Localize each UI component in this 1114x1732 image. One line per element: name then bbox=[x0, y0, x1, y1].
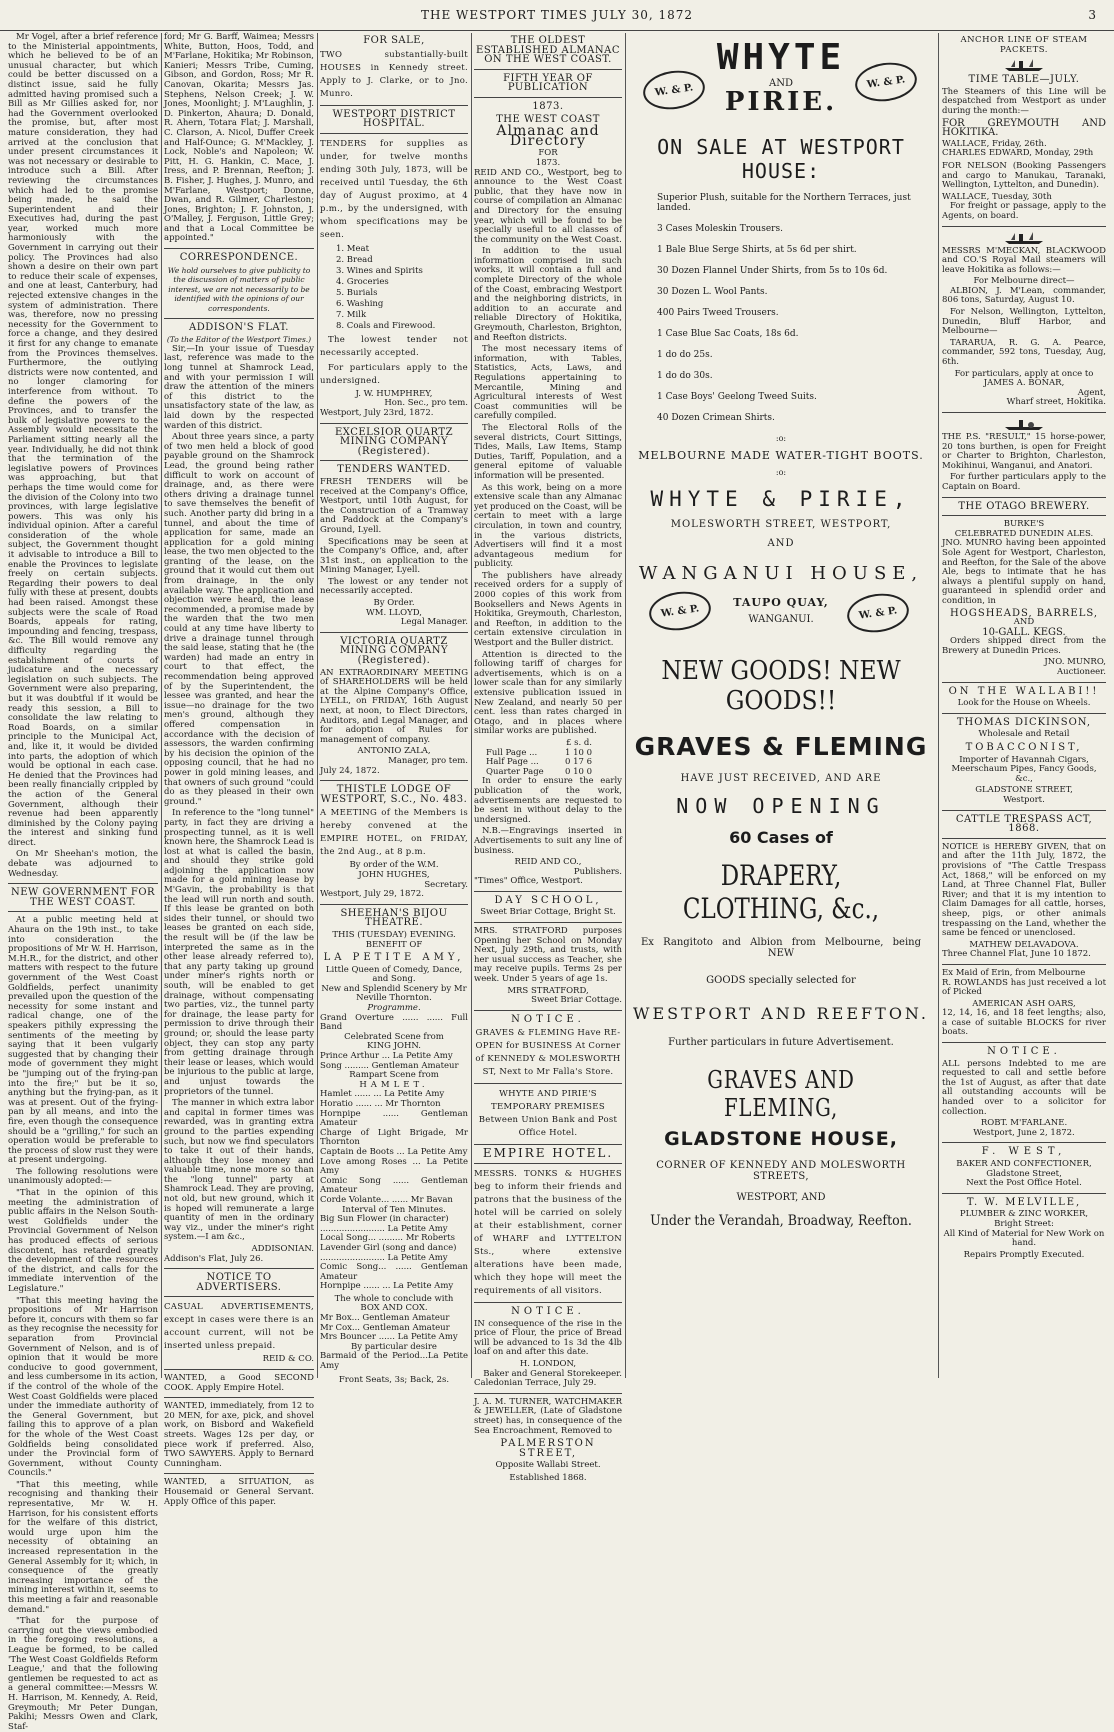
ad-heading: NOTICE TO ADVERTISERS. bbox=[196, 1272, 282, 1293]
programme-line: ........................ La Petite Amy bbox=[320, 1252, 448, 1263]
goods-item: Superior Plush, suitable for the Northern Terraces, just landed. bbox=[657, 193, 911, 213]
ad-by: By Order. bbox=[373, 598, 415, 609]
tariff-label: Half Page ... bbox=[486, 757, 539, 768]
ad-graves-fleming-2: GRAVES AND FLEMING, bbox=[707, 1066, 855, 1122]
ad-sub: Next the Post Office Hotel. bbox=[966, 1178, 1082, 1189]
ad-body: MRS. STRATFORD purposes Opening her School on Monday Next, July 29th, and trusts, with her usual success as Teacher, she may receive pupils. Terms 2s per week. Under 5 years of age 1s. bbox=[474, 926, 622, 985]
ad-heading: THE WEST COAST bbox=[496, 113, 600, 125]
article-paragraph: The manner in which extra labor and capital in former times was rewarded, was in granting extra ground to the parties expending such, but now we find speculators to take it out of their hands, although they lose money and valuable time, none more so than the "long tunnel" party at Shamrock Lead. They are proving, not old, but new ground, which it is hoped will remunerate a large quantity of men in the ordinary way viz., under the miner's right system.—I am &c., bbox=[164, 1098, 314, 1243]
ad-body: AN EXTRAORDINARY MEETING of SHAREHOLDERS will be held at the Alpine Company's Office, LYELL, on FRIDAY, 16th August next, at noon, to Elect Directors, Auditors, and Legal Manager, and for adoption of Rules for management of company. bbox=[320, 667, 468, 745]
programme-line: Interval of Ten Minutes. bbox=[342, 1204, 446, 1215]
ad-wanganui: WANGANUI. bbox=[748, 614, 814, 625]
ad-signature: J. W. HUMPHREY, bbox=[355, 388, 433, 399]
ad-body: THE P.S. "RESULT," 15 horse-power, 20 tons burthen, is open for Freight or Charter to Brighton, Charleston, Mokihinui, Wanganui, and Anatori. bbox=[942, 432, 1106, 471]
ad-boots: MELBOURNE MADE WATER-TIGHT BOOTS. bbox=[638, 449, 924, 462]
ad-ex-ships: Ex Rangitoto and Albion from Melbourne, being NEW bbox=[640, 937, 921, 959]
column-6 bbox=[942, 33, 1106, 1378]
ad-role: Publishers. bbox=[573, 866, 622, 877]
dateline: Three Channel Flat, June 10 1872. bbox=[942, 949, 1091, 960]
steamship-icon bbox=[1001, 58, 1047, 72]
ad-taupo-quay: TAUPO QUAY, bbox=[733, 596, 829, 609]
ad-sailing: ALBION, J. M'Lean, commander, 806 tons, Saturday, August 10. bbox=[942, 285, 1106, 306]
tariff-price: 1 10 0 bbox=[564, 747, 592, 758]
ad-title-pirie: PIRIE. bbox=[724, 87, 838, 117]
ad-body: TENDERS for supplies as under, for twelve months ending 30th July, 1873, will be received until Tuesday, the 6th day of August proximo, at 4 p.m., by the undersigned, with whom specifications may be seen. bbox=[320, 138, 468, 240]
ad-signature: ANTONIO ZALA, bbox=[357, 746, 431, 757]
tender-item: 3. Wines and Spirits bbox=[336, 265, 423, 276]
ad-body: N.B.—Engravings inserted in Advertisements to suit any line of business. bbox=[474, 826, 622, 856]
ad-heading: THE OTAGO BREWERY. bbox=[958, 500, 1090, 512]
ad-sub: BAKER AND CONFECTIONER, bbox=[956, 1159, 1092, 1169]
ad-just-received: HAVE JUST RECEIVED, AND ARE bbox=[680, 773, 882, 784]
ad-sub: HOGSHEADS, BARRELS, bbox=[949, 607, 1099, 619]
ad-heading: TOBACCONIST, bbox=[965, 742, 1083, 754]
tariff-price: 0 17 6 bbox=[564, 757, 592, 768]
ad-body: ALL persons Indebted to me are requested to call and settle before the 1st of August, as after that date all outstanding accounts will be handed over to a solicitor for collection. bbox=[942, 1058, 1106, 1117]
ad-sub: PLUMBER & ZINC WORKER, bbox=[959, 1209, 1089, 1220]
dateline: Westport, June 2, 1872. bbox=[973, 1127, 1075, 1138]
programme-line: Mrs Bouncer ...... La Petite Amy bbox=[320, 1332, 458, 1343]
programme-line: Comic Song... ...... Gentleman Amateur bbox=[320, 1262, 468, 1282]
ad-on-sale: ON SALE AT WESTPORT HOUSE: bbox=[657, 135, 905, 183]
ad-sub: CELEBRATED DUNEDIN ALES. bbox=[954, 528, 1094, 539]
programme-line: Prince Arthur ... La Petite Amy bbox=[320, 1051, 453, 1062]
ad-title-whyte: WHYTE bbox=[716, 37, 846, 78]
ad-body: R. ROWLANDS has just received a lot of Picked bbox=[942, 977, 1106, 998]
tender-items bbox=[336, 244, 468, 332]
ad-heading: WESTPORT DISTRICT HOSPITAL. bbox=[332, 108, 456, 130]
dateline: Westport, July 29, 1872. bbox=[320, 889, 424, 900]
ad-sub: 1873. bbox=[535, 157, 561, 168]
ad-sub: Bright Street: bbox=[994, 1218, 1054, 1229]
ad-sub: Established 1868. bbox=[509, 1472, 587, 1483]
tariff-label: Quarter Page bbox=[486, 766, 544, 777]
ad-role: Legal Manager. bbox=[400, 617, 468, 628]
page-number: 3 bbox=[1088, 8, 1096, 22]
ad-signature: ROBT. M'FARLANE. bbox=[980, 1118, 1068, 1129]
separator: :o: bbox=[775, 434, 787, 443]
ad-heading: Ex Maid of Erin, from Melbourne bbox=[942, 967, 1086, 978]
dateline: Addison's Flat, July 26. bbox=[164, 1253, 264, 1264]
wp-logo-right: W. & P. bbox=[853, 59, 920, 105]
programme-line: By particular desire bbox=[351, 1341, 437, 1352]
ad-now-opening: NOW OPENING bbox=[676, 794, 886, 818]
ad-body: The lowest or any tender not necessarily accepted. bbox=[320, 576, 468, 597]
ad-heading: CATTLE TRESPASS ACT, 1868. bbox=[955, 813, 1093, 835]
ad-role: Agent, bbox=[1077, 387, 1106, 398]
steamship-icon bbox=[1001, 417, 1047, 431]
ad-body: FRESH TENDERS will be received at the Company's Office, Westport, until 10th August, for the Construction of a Tramway and Paddock at the Company's Ground, Lyell. bbox=[320, 476, 468, 535]
ad-body: The most necessary items of information, with Tables, Statistics, Acts, Laws, and Regulations appertaining to Mercantile, Mining and Agricultural interests of West Coast communities will be carefully compiled. bbox=[474, 344, 622, 422]
ad-heading: Almanac and Directory bbox=[496, 123, 600, 149]
ad-whyte-pirie: WHYTE & PIRIE, bbox=[650, 487, 912, 511]
ad-body: 12, 14, 16, and 18 feet lengths; also, a case of suitable BLOCKS for river boats. bbox=[942, 1008, 1106, 1038]
ad-role: Manager, pro tem. bbox=[388, 755, 468, 766]
ad-sub: Westport. bbox=[1003, 795, 1045, 805]
ad-body: CASUAL ADVERTISEMENTS, except in cases were there is an account current, will not be inserted unless prepaid. bbox=[164, 1302, 314, 1352]
programme-line: Barmaid of the Period...La Petite Amy bbox=[320, 1351, 468, 1372]
ad-sub: Look for the House on Wheels. bbox=[957, 698, 1091, 709]
programme-line: Corde Volante... ...... Mr Bavan bbox=[320, 1194, 453, 1205]
article-paragraph: About three years since, a party of two men held a block of good payable ground on the Shamrock Lead, the ground being rather difficult to work on account of drainage, and, as there were others driving a drainage tunnel to save themselves the benefit of such. Another party did bring in a tunnel, and about the time of application for same, made an application for a gold mining lease, the two men objected to the granting of the lease, on the ground that it would cut them out from drainage, in the only available way. The application and objection were heard, the lease recommended, a promise made by the warden that the two men could at any time have liberty to drive a drainage tunnel through the said lease, stating that he (the warden) had made an entry in court to that effect, the recommendation being approved of by the Superintendent, the lessee was granted, and hear the issue—no drainage for the two men's ground, although they offered compensation in accordance with the decision of assessors, the warden confirming by his decision the opinion of the opposing council, that he had no power in gold mining leases, and that owners of such ground "could do as they pleased in their own ground." bbox=[164, 432, 314, 807]
ad-body: WANTED, immediately, from 12 to 20 MEN, for axe, pick, and shovel work, on Bisbord and Wakefield streets. Wages 12s per day, or piece work if preferred. Also, TWO SAWYERS. Apply to Bernard Cunningham. bbox=[164, 1401, 314, 1469]
wp-logo-left-2: W. & P. bbox=[647, 588, 714, 634]
ad-verandah: Under the Verandah, Broadway, Reefton. bbox=[650, 1213, 912, 1229]
to-editor: (To the Editor of the Westport Times.) bbox=[166, 335, 312, 345]
goods-item: 1 do do 30s. bbox=[657, 371, 713, 381]
tariff-price: 0 10 0 bbox=[564, 766, 592, 777]
goods-item: 40 Dozen Crimean Shirts. bbox=[657, 413, 775, 423]
programme-line: Hornpipe ...... Gentleman Amateur bbox=[320, 1108, 468, 1129]
ad-body: REID AND CO., Westport, beg to announce to the West Coast public, that they have now in course of compilation an Almanac and Directory for the ensuing year, which will be found to be specially useful to all classes of the community on the West Coast. bbox=[474, 167, 622, 245]
ad-sailing: CHARLES EDWARD, Monday, 29th bbox=[942, 148, 1094, 159]
tender-item: 8. Coals and Firewood. bbox=[336, 320, 436, 331]
ad-body: As this work, being on a more extensive scale than any Almanac yet produced on the Coast, will be certain to meet with a large circulation, in town and country, in the various districts, Advertisers will find it a most advantageous medium for publicity. bbox=[474, 482, 622, 570]
article-heading: NEW GOVERNMENT FOR THE WEST COAST. bbox=[10, 887, 156, 908]
programme-line: Charge of Light Brigade, Mr Thornton bbox=[320, 1127, 468, 1148]
masthead-title: THE WESTPORT TIMES JULY 30, 1872 bbox=[420, 8, 694, 22]
ad-role: Secretary. bbox=[424, 879, 468, 890]
programme-line: Horatio ...... ... Mr Thornton bbox=[320, 1099, 441, 1109]
programme-line: Local Song... ......... Mr Roberts bbox=[320, 1233, 455, 1244]
ad-signature: JNO. MUNRO, bbox=[1044, 657, 1106, 668]
ad-heading: THOMAS DICKINSON, bbox=[956, 716, 1092, 728]
dateline: Caledonian Terrace, July 29. bbox=[474, 1378, 597, 1389]
section-heading: CORRESPONDENCE. bbox=[179, 252, 299, 264]
ad-heading: NOTICE. bbox=[511, 1013, 585, 1025]
ad-drapery: DRAPERY, CLOTHING, &c., bbox=[682, 859, 880, 925]
article-paragraph: "That this meeting, while recognising and thanking their representative, Mr W. H. Harrison, for his consistent efforts for the welfare of this district, would urge upon him the necessity of obtaining an increased representation in the General Assembly for it; which, in consequence of the greatly increasing importance of the mining interest within it, seems to this meeting a fair and reasonable demand." bbox=[8, 1479, 158, 1615]
ad-body: WANTED, a SITUATION, as Housemaid or General Servant. Apply Office of this paper. bbox=[164, 1477, 314, 1507]
goods-item: 30 Dozen L. Wool Pants. bbox=[657, 287, 768, 297]
ad-body: The publishers have already received orders for a supply of 2000 copies of this work from Booksellers and News Agents in Hokitika, Greymouth, Charleston, and Reefton, in addition to the certain extensive circulation in Westport and the Buller district. bbox=[474, 570, 622, 649]
ad-sub: Sweet Briar Cottage, Bright St. bbox=[480, 907, 616, 918]
programme-heading: Programme. bbox=[367, 1003, 421, 1014]
ad-new-goods: NEW GOODS! NEW GOODS!! bbox=[661, 656, 901, 716]
tariff-label: Full Page ... bbox=[486, 747, 538, 758]
ad-sailing: WALLACE, Tuesday, 30th bbox=[942, 191, 1052, 202]
ad-heading: THISTLE LODGE OF WESTPORT, S.C., No. 483. bbox=[320, 784, 468, 805]
ad-heading: NOTICE. bbox=[987, 1046, 1061, 1058]
ad-route: For Melbourne direct— bbox=[973, 276, 1075, 287]
ad-sub: 10-GALL. KEGS. bbox=[982, 626, 1066, 638]
ad-sub: Opposite Wallabi Street. bbox=[495, 1460, 601, 1471]
ad-role: Auctioneer. bbox=[1057, 667, 1106, 678]
ad-body: For particulars, apply at once to bbox=[954, 368, 1094, 379]
goods-item: 1 do do 25s. bbox=[657, 350, 713, 360]
programme-line: HAMLET. bbox=[359, 1079, 429, 1090]
article-paragraph: Mr Vogel, after a brief reference to the Ministerial appointments, which he believed to be of an unusual character, but which could be better discussed on a distinct issue, said he fully admitted having promised such a Bill as Mr Gillies asked for, nor had the Government overlooked the promise, but, after most mature consideration, they had arrived at the conclusion that under present circumstances it was not necessary or desirable to introduce such a Bill. After reviewing the circumstances which had led to the promise being made, he said the Superintendent and their Executives had, during the past year, worked much more harmoniously with the Government in carrying out their policy. The Provinces had also shown a desire on their own part to reduce their scale of expenses, and one at least, Canterbury, had rejected extensive changes in the system of administration. There was, therefore, now no pressing necessity for the Government to force a change, and they desired it first for any change to emanate from the Provinces themselves. Furthermore, the outlying districts were now contented, and no longer clamoring for interference from without. To define the powers of the Provinces, and to transfer the bulk of legislative powers to the Assembly would necessitate the Parliament sitting nearly all the year. Individually, he did not think that the termination of the legislative powers of Provinces was approaching, but that perhaps the time would come for the division of the Colony into two provinces, with large legislative powers. This was only his individual opinion. After a careful consideration of the whole subject, the Government thought it advisable to introduce a Bill to enable the Provinces to legislate freely on certain subjects. Regarding their powers to deal fully with these at present, doubts had been raised. Amongst these subjects were the scale of Road Boards, appeals for rating, impounding and fencing, trespass, &c. The Bill would remove any difficulty regarding the establishment of courts of judicature and the necessary legislation on such subjects. The Government were also preparing, but it was doubtful if it would be ready this session, a Bill to consolidate the law relating to Road Boards, on a similar principle to the Municipal Act, and, like it, it would be divided into parts, the adoption of which would be optional in each case. He denied that the Provinces had been really financially crippled by the action of the General Government, although their revenue had been apparently diminished by the Colony paying the interest and sinking fund direct. bbox=[8, 32, 158, 848]
article-heading: ADDISON'S FLAT. bbox=[189, 321, 289, 333]
tender-item: 6. Washing bbox=[336, 298, 384, 309]
programme-line: Mr Cox... Gentleman Amateur bbox=[320, 1322, 450, 1333]
ad-heading: ANCHOR LINE OF STEAM PACKETS. bbox=[960, 35, 1088, 55]
ad-heading: PALMERSTON STREET, bbox=[500, 1438, 596, 1459]
article-paragraph: "That this meeting having the propositions of Mr Harrison before it, concurs with them so far as they recognise the necessity for separation from Provincial Government of Nelson, and is of opinion that it would be more conducive to good government, and less cumbersome in its action, if the control of the whole of the West Coast Goldfields were placed under the immediate authority of the General Government, but failing this to approve of a plan for the whole of the West Coast Goldfields being consolidated under the Provincial form of Government, without County Councils." bbox=[8, 1295, 158, 1479]
ad-route: For Nelson, Wellington, Lyttelton, Dunedin, Bluff Harbor, and Melbourne— bbox=[942, 307, 1106, 337]
article-paragraph: "That in the opinion of this meeting the administration of public affairs in the Nelson South-west Goldfields under the Provincial Government of Nelson has produced effects of serious discontent, has retarded greatly the development of the resources of the district, and calls for the immediate intervention of the Legislature." bbox=[8, 1188, 158, 1294]
programme-line: ........................ La Petite Amy bbox=[320, 1223, 448, 1234]
ad-graves-fleming: GRAVES & FLEMING bbox=[634, 732, 928, 761]
signature: ADDISONIAN. bbox=[251, 1244, 314, 1255]
goods-item: 1 Case Blue Sac Coats, 18s 6d. bbox=[657, 329, 799, 339]
programme-line: The whole to conclude with bbox=[334, 1293, 454, 1304]
ad-address: MOLESWORTH STREET, WESTPORT, bbox=[670, 519, 892, 530]
article-paragraph: In reference to the "long tunnel" party, in fact they are driving a prospecting tunnel, as it is well known here, the Shamrock Lead is lost at what is called the basin, and should they strike gold adjoining the application now made for a gold mining lease by M'Gavin, the probability is that the lead will run north and south. If this lease be granted on both sides their tunnel, or should two leases be granted on each side, the result will be (if the law be interpreted the same as in the other lease already referred to), that any party taking up ground under miner's rights north or south, will be enabled to get drainage, without compensating two parties, viz., the tunnel party for drainage, the lease party for permission to drive through their ground; or, should the lease party object, they can stop any party from getting drainage through their lease or leases, which would be injurious to the public at large, and unjust towards the proprietors of the tunnel. bbox=[164, 808, 315, 1097]
ad-body: In order to ensure the early publication of the work, advertisements are requested to be sent in without delay to the undersigned. bbox=[474, 776, 622, 825]
programme-line: Hornpipe ...... ... La Petite Amy bbox=[320, 1281, 454, 1292]
ad-signature: MATHEW DELAVADOVA. bbox=[969, 939, 1079, 950]
goods-item: 3 Cases Moleskin Trousers. bbox=[657, 224, 783, 234]
ad-signature: WM. LLOYD, bbox=[366, 607, 422, 618]
ad-body: WANTED, a Good SECOND COOK. Apply Empire Hotel. bbox=[164, 1373, 314, 1393]
ad-sub: New and Splendid Scenery by Mr Neville Thornton. bbox=[321, 983, 467, 1004]
ad-signature: REID AND CO., bbox=[514, 857, 582, 868]
ad-sub: BENEFIT OF bbox=[365, 939, 423, 950]
ad-heading: EXCELSIOR QUARTZ MINING COMPANY (Registered). bbox=[334, 426, 454, 457]
ad-heading: NOTICE. bbox=[511, 1306, 585, 1317]
ad-heading: THE OLDEST ESTABLISHED ALMANAC ON THE WEST COAST. bbox=[476, 35, 620, 66]
ad-body: For freight or passage, apply to the Agents, on board. bbox=[942, 201, 1106, 221]
ad-body: Attention is directed to the following tariff of charges for advertisements, which is on a lower scale than for any similarly extensive publication issued in New Zealand, and nearly 50 per cent. less than rates charged in Otago, and in places where similar works are published. bbox=[474, 649, 622, 737]
ad-sub: Wholesale and Retail bbox=[978, 729, 1070, 740]
ad-artist: LA PETITE AMY, bbox=[323, 952, 465, 964]
column-1 bbox=[8, 32, 158, 1732]
article-paragraph: ford; Mr G. Barff, Waimea; Messrs White, Button, Hoos, Todd, and M'Farlane, Hokitika; Mr Robinson, Kanieri; Messrs Tribe, Cuming, Gibson, and Gordon, Ross; Mr R. Canovan, Okarita; Messrs Jas. Stephens, Nelson Creek; J. W. Jones, Moonlight; J. M'Laughlin, J. D. Pinkerton, Ahaura; D. Donald, R. Ahern, Totara Flat; J. Marshall, C. Clarson, A. Nicol, Duffer Creek and Half-Ounce; G. M'Mackley, J. Lock, Noble's and Napoleon; W. Pitt, H. G. Hankin, C. Mace, J. Iress, and P. Brennan, Reefton; J. B. Fisher, J. Hughes, J. Munro, and M'Farlane, Westport; Donne, Dwan, and R. Gilmer, Charleston; Jones, Brighton; J. F. Johnston, J. O'Malley, J. Ferguson, Little Grey; and that a Local Committee be appointed." bbox=[164, 32, 314, 244]
tariff-head: £ s. d. bbox=[565, 737, 592, 748]
ad-heading: DAY SCHOOL, bbox=[494, 894, 602, 906]
programme-line: Rampart Scene from bbox=[349, 1070, 439, 1081]
ad-route: FOR GREYMOUTH AND HOKITIKA. bbox=[942, 117, 1106, 139]
tender-item: 1. Meat bbox=[336, 243, 370, 254]
article-paragraph: On Mr Sheehan's motion, the debate was adjourned to Wednesday. bbox=[8, 849, 158, 879]
ad-body: For further particulars apply to the Captain on Board. bbox=[942, 472, 1106, 492]
programme-list bbox=[320, 1014, 468, 1292]
ad-sailing: WALLACE, Friday, 26th. bbox=[942, 138, 1047, 149]
ad-body: TWO substantially-built HOUSES in Kennedy street. Apply to J. Clarke, or to Jno. Munro. bbox=[320, 49, 468, 99]
ad-by: By order of the W.M. bbox=[349, 860, 439, 871]
ad-heading: EMPIRE HOTEL. bbox=[482, 1146, 614, 1161]
programme-line: Love among Roses ... La Petite Amy bbox=[320, 1156, 468, 1177]
ad-body: GRAVES & FLEMING Have RE-OPEN for BUSINESS At Corner of KENNEDY & MOLESWORTH ST, Next to Mr Falla's Store. bbox=[475, 1028, 621, 1078]
ad-westport-reefton: WESTPORT AND REEFTON. bbox=[633, 1004, 929, 1023]
ad-signature: JAMES A. BONAR, bbox=[983, 378, 1065, 389]
ad-further: Further particulars in future Advertisement. bbox=[668, 1037, 894, 1048]
dateline: July 24, 1872. bbox=[320, 765, 380, 776]
ad-sub: GLADSTONE STREET, bbox=[975, 785, 1073, 796]
ad-address: Wharf street, Hokitika. bbox=[1006, 397, 1106, 408]
article-paragraph: "That for the purpose of carrying out the views embodied in the foregoing resolutions, a League be formed, to be called 'The West Coast Goldfields Reform League,' and that the following gentlemen be requested to act as a general committee:—Messrs W. H. Harrison, M. Kennedy, A. Reid, Greymouth; Mr Peter Dungan, Pakihi; Messrs Owen and Clark, Staf- bbox=[8, 1616, 158, 1732]
ad-sub: Repairs Promptly Executed. bbox=[963, 1249, 1085, 1260]
ad-body: In addition to the usual information comprised in such works, it will contain a full and complete Directory of the whole of the Coast, embracing Westport and the neighboring districts, in addition to an accurate and reliable Directory of Hokitika, Greymouth, Charleston, Brighton, and Reefton districts. bbox=[474, 246, 622, 343]
dateline: Westport, July 23rd, 1872. bbox=[320, 407, 434, 418]
programme-line: Song ......... Gentleman Amateur bbox=[320, 1060, 459, 1071]
programme-line: BOX AND COX. bbox=[360, 1303, 428, 1314]
ad-heading: ON THE WALLABI!! bbox=[948, 685, 1100, 697]
prices: Front Seats, 3s; Back, 2s. bbox=[338, 1374, 450, 1385]
ad-sub: AND bbox=[1013, 617, 1035, 628]
ad-body: Specifications may be seen at the Company's Office, and, after 31st inst., on application to the Mining Manager, Lyell. bbox=[320, 536, 468, 576]
ad-body: WHYTE AND PIRIE'S TEMPORARY PREMISES Between Union Bank and Post Office Hotel. bbox=[478, 1089, 618, 1139]
ad-body: JNO. MUNRO having been appointed Sole Agent for Westport, Charleston, and Reefton, for the Sale of the above Ale, begs to intimate that he has always a plentiful supply on hand, guaranteed in splendid order and condition, in bbox=[942, 538, 1106, 606]
ad-heading: TIME TABLE—JULY. bbox=[968, 74, 1080, 86]
ad-body: For particulars apply to the undersigned. bbox=[320, 362, 468, 386]
wp-logo-right-2: W. & P. bbox=[845, 590, 912, 636]
ad-heading: SHEEHAN'S BIJOU THEATRE. bbox=[340, 907, 448, 929]
ad-sailing: TARARUA, R. G. A. Pearce, commander, 592 tons, Tuesday, Aug, 6th. bbox=[942, 337, 1106, 368]
ad-sub: FOR bbox=[538, 148, 558, 159]
ad-body: The lowest tender not necessarily accepted. bbox=[320, 334, 468, 358]
programme-line: Hamlet ...... ... La Petite Amy bbox=[320, 1089, 445, 1100]
ad-signature: H. LONDON, bbox=[519, 1358, 577, 1369]
programme-line: Mr Box... Gentleman Amateur bbox=[320, 1313, 450, 1324]
ad-role: Baker and General Storekeeper. bbox=[483, 1368, 622, 1379]
ad-goods-selected: GOODS specially selected for bbox=[706, 975, 856, 986]
separator: :o: bbox=[775, 468, 787, 477]
ad-heading: VICTORIA QUARTZ MINING COMPANY (Registered). bbox=[339, 635, 449, 667]
ad-body: MESSRS M'MECKAN, BLACKWOOD and CO.'S Royal Mail steamers will leave Hokitika as follows:— bbox=[942, 245, 1106, 275]
programme-line: Big Sun Flower (in character) bbox=[320, 1214, 449, 1225]
ad-and: AND bbox=[767, 538, 795, 549]
column-3 bbox=[320, 33, 468, 1385]
masthead bbox=[0, 8, 1114, 31]
tender-item: 7. Milk bbox=[336, 309, 367, 320]
ad-body: IN consequence of the rise in the price of Flour, the price of Bread will be advanced to 1s 3d the 4lb loaf on and after this date. bbox=[474, 1318, 622, 1358]
taupo-block bbox=[627, 584, 935, 630]
tender-item: 4. Groceries bbox=[336, 276, 389, 287]
ad-role: Hon. Sec., pro tem. bbox=[384, 398, 468, 409]
ad-sub: Gladstone Street, bbox=[986, 1168, 1062, 1179]
ad-signature: JOHN HUGHES, bbox=[358, 869, 430, 880]
tender-item: 5. Burials bbox=[336, 287, 378, 298]
ad-sixty-cases: 60 Cases of bbox=[729, 828, 833, 847]
goods-list bbox=[657, 193, 935, 423]
ad-body: Importer of Havannah Cigars, Meerschaum Pipes, Fancy Goods, &c., bbox=[951, 754, 1097, 784]
ad-sub: AMERICAN ASH OARS, bbox=[972, 998, 1076, 1009]
ad-body: J. A. M. TURNER, WATCHMAKER & JEWELLER, (Late of Gladstone street) has, in consequence of the Sea Encroachment, Removed to bbox=[474, 1396, 622, 1436]
ad-sub: BURKE'S bbox=[1003, 519, 1045, 530]
article-paragraph: At a public meeting held at Ahaura on the 19th inst., to take into consideration the propositions of Mr W. H. Harrison, M.H.R., for the district, and other matters with respect to the future government of the West Coast Goldfields, perfect unanimity prevailed upon the question of the necessity for some instant and radical change, one of the speakers pithily expressing the sentiments of the meeting by saying that it been vulgarly suggested that by changing their mode of government they might be "jumping out of the frying-pan into the fire;" but be it so, anything but the frying-pan, as it was at present. Out of the frying-pan by all means, and into the fire, even though the consequence should be a "grilling," for such an operation would be preferable to the process of slow rust they were at present undergoing. bbox=[8, 915, 158, 1166]
ad-body: MESSRS. TONKS & HUGHES beg to inform their friends and patrons that the business of the hotel will be carried on solely at their establishment, corner of WHARF and LYTTELTON Sts., where extensive alterations have been made, which they hope will meet the requirements of all visitors. bbox=[474, 1169, 622, 1296]
column-2 bbox=[164, 32, 315, 1507]
ad-route: FOR NELSON (Booking Passengers and cargo to Manukau, Taranaki, Wellington, Lyttelton, and Dunedin). bbox=[942, 160, 1106, 191]
article-paragraph: Sir,—In your issue of Tuesday last, reference was made to the long tunnel at Shamrock Lead, and with your permission I will draw the attention of the miners of this district to the unsatisfactory state of the law, as laid down by the respected warden of this district. bbox=[164, 343, 314, 431]
programme-line: Captain de Boots ... La Petite Amy bbox=[320, 1146, 468, 1157]
ad-heading: FOR SALE, bbox=[363, 35, 425, 46]
ad-heading: FIFTH YEAR OF PUBLICATION bbox=[503, 72, 593, 94]
wp-logo-left: W. & P. bbox=[641, 67, 708, 113]
ad-and: AND bbox=[769, 78, 793, 89]
ad-body: Orders shipped direct from the Brewery at Dunedin Prices. bbox=[942, 636, 1106, 656]
ad-heading: T. W. MELVILLE, bbox=[966, 1196, 1082, 1208]
ad-gladstone-house: GLADSTONE HOUSE, bbox=[664, 1128, 898, 1150]
ad-westport-and: WESTPORT, AND bbox=[736, 1192, 826, 1203]
ad-body: The Electoral Rolls of the several districts, Court Sittings, Tides, Mails, Law Items, Stamp Duties, Tariff, Population, and a general epitome of valuable information will be presented. bbox=[474, 422, 622, 481]
programme-line: Grand Overture ...... ...... Full Band bbox=[320, 1012, 468, 1033]
ad-heading: 1873. bbox=[532, 100, 564, 112]
ad-corner: CORNER OF KENNEDY AND MOLESWORTH STREETS, bbox=[656, 1160, 906, 1182]
ad-body: All Kind of Material for New Work on hand. bbox=[943, 1228, 1105, 1249]
steamship-icon bbox=[1001, 231, 1047, 245]
editorial-note: We hold ourselves to give publicity to the discussion of matters of public interest, we are not necessarily to be identified with the opinions of our correspondents. bbox=[167, 265, 311, 314]
goods-item: 30 Dozen Flannel Under Shirts, from 5s to 10s 6d. bbox=[657, 266, 888, 276]
whyte-pirie-graves-fleming-ad bbox=[627, 33, 935, 1378]
goods-item: 1 Case Boys' Geelong Tweed Suits. bbox=[657, 392, 817, 402]
ad-heading: TENDERS WANTED. bbox=[337, 464, 451, 476]
ad-signature: REID & CO. bbox=[262, 1354, 314, 1365]
ad-office: "Times" Office, Westport. bbox=[474, 876, 583, 887]
ad-heading: F. WEST, bbox=[981, 1146, 1067, 1158]
programme-line: Lavender Girl (song and dance) bbox=[320, 1242, 457, 1253]
ad-sub: THIS (TUESDAY) EVENING. bbox=[332, 929, 456, 940]
ad-wanganui-house: WANGANUI HOUSE, bbox=[638, 563, 924, 584]
ad-body: NOTICE is HEREBY GIVEN, that on and after the 11th July, 1872, the provisions of "The Cattle Trespass Act, 1868," will be enforced on my Land, at Three Channel Flat, Buller River; and that it is my intention to Claim Damages for all cattle, horses, sheep, pigs, or other animals trespassing on the Land, whether the same be fenced or unenclosed. bbox=[942, 841, 1106, 939]
ad-body: A MEETING of the Members is hereby convened at the EMPIRE HOTEL, on FRIDAY, the 2nd Aug., at 8 p.m. bbox=[320, 808, 468, 858]
ad-body: The Steamers of this Line will be despatched from Westport as under during the month:— bbox=[942, 86, 1106, 116]
ad-sub: Little Queen of Comedy, Dance, and Song. bbox=[325, 964, 463, 985]
tender-item: 2. Bread bbox=[336, 254, 373, 265]
goods-item: 400 Pairs Tweed Trousers. bbox=[657, 308, 779, 318]
programme-line: KING JOHN. bbox=[366, 1041, 422, 1052]
column-4 bbox=[474, 33, 622, 1483]
ad-signature: MRS STRATFORD, bbox=[507, 985, 589, 996]
goods-item: 1 Bale Blue Serge Shirts, at 5s 6d per shirt. bbox=[657, 245, 857, 255]
programme-line: Comic Song ...... Gentleman Amateur bbox=[320, 1175, 468, 1196]
ad-role: Sweet Briar Cottage. bbox=[531, 995, 622, 1006]
programme-line: Celebrated Scene from bbox=[344, 1031, 444, 1042]
article-paragraph: The following resolutions were unanimously adopted:— bbox=[8, 1166, 158, 1187]
